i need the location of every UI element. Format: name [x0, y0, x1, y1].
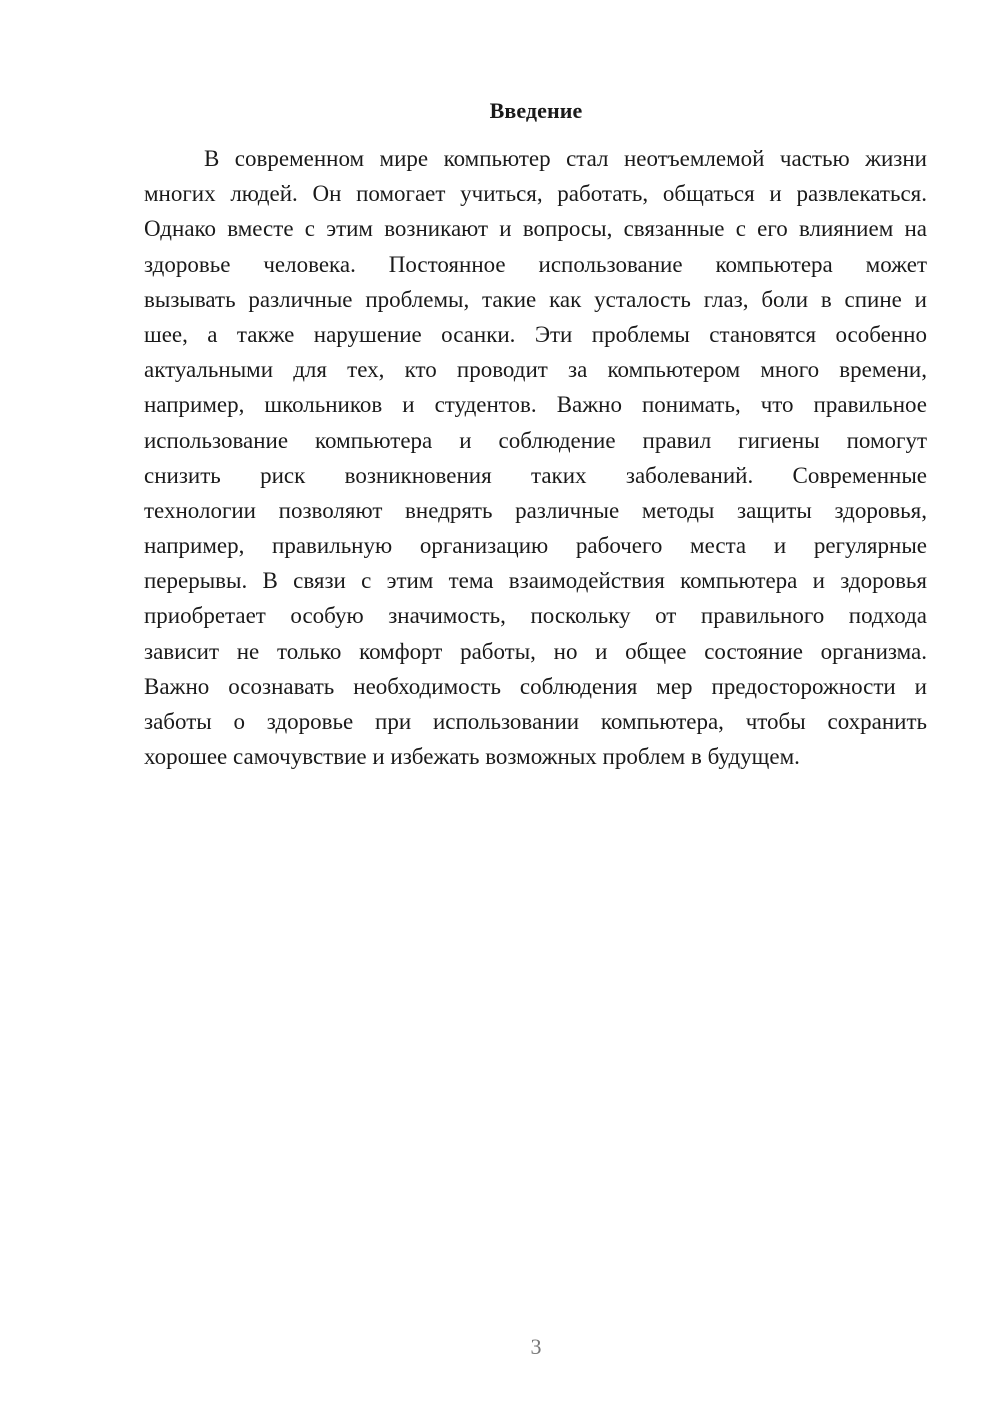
paragraph-line: хорошее самочувствие и избежать возможных проблем в будущем. — [144, 744, 800, 770]
paragraph-line: использование компьютера и соблюдение правил гигиены помогут — [144, 427, 927, 453]
paragraph-line: например, правильную организацию рабочего места и регулярные — [144, 533, 927, 559]
paragraph-line: многих людей. Он помогает учиться, работать, общаться и развлекаться. — [144, 181, 927, 207]
page-number: 3 — [530, 1334, 542, 1359]
paragraph-line: снизить риск возникновения таких заболеваний. Современные — [144, 462, 927, 488]
paragraph-line: актуальными для тех, кто проводит за компьютером много времени, — [144, 357, 927, 383]
paragraph-line: приобретает особую значимость, поскольку от правильного подхода — [144, 603, 927, 629]
paragraph-line: заботы о здоровье при использовании компьютера, чтобы сохранить — [144, 709, 927, 734]
body-paragraph — [144, 141, 927, 774]
paragraph-line: здоровье человека. Постоянное использование компьютера может — [144, 251, 927, 277]
paragraph-line: Однако вместе с этим возникают и вопросы, связанные с его влиянием на — [144, 216, 927, 242]
paragraph-line: перерывы. В связи с этим тема взаимодействия компьютера и здоровья — [144, 568, 927, 594]
paragraph-line: технологии позволяют внедрять различные методы защиты здоровья, — [144, 497, 927, 523]
paragraph-line: зависит не только комфорт работы, но и общее состояние организма. — [144, 638, 927, 664]
paragraph-line: Важно осознавать необходимость соблюдения мер предосторожности и — [144, 673, 927, 699]
section-heading: Введение — [489, 98, 583, 123]
paragraph-line: вызывать различные проблемы, такие как усталость глаз, боли в спине и — [144, 286, 927, 312]
paragraph-line: например, школьников и студентов. Важно понимать, что правильное — [144, 392, 927, 418]
paragraph-line: шее, а также нарушение осанки. Эти проблемы становятся особенно — [144, 321, 927, 347]
paragraph-line: В современном мире компьютер стал неотъемлемой частью жизни — [204, 146, 927, 171]
